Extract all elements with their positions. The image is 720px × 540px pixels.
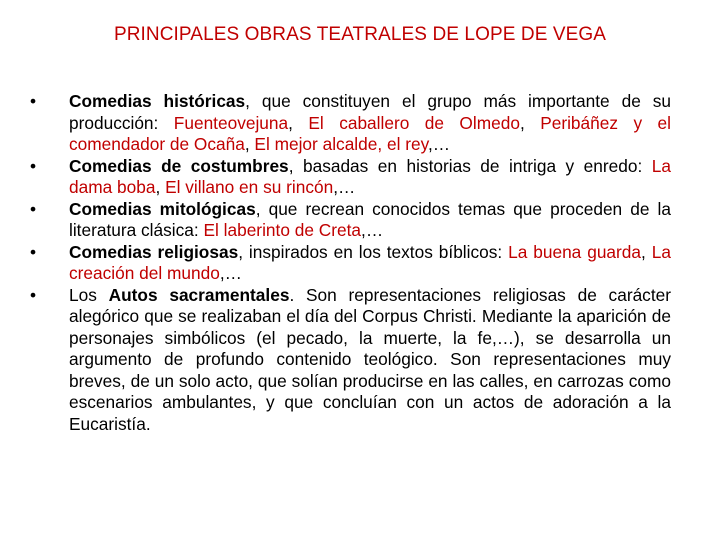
genre-term: Comedias mitológicas — [69, 198, 256, 219]
bullet-icon: • — [30, 198, 37, 219]
work-title: El caballero de Olmedo — [308, 112, 520, 133]
bullet-icon: • — [30, 155, 37, 176]
genre-term: Comedias históricas — [69, 91, 246, 111]
ellipsis: ,… — [427, 134, 451, 154]
ellipsis: ,… — [361, 220, 384, 240]
work-title: La buena guarda — [508, 241, 642, 262]
genre-list — [30, 91, 671, 435]
work-title: Fuenteovejuna — [173, 112, 289, 133]
slide-title: PRINCIPALES OBRAS TEATRALES DE LOPE DE VEGA — [113, 24, 607, 45]
work-title: El villano en su rincón — [165, 177, 334, 197]
genre-description: . Son representaciones religiosas de carácter alegórico que se realizaban el día del Corpus Christi. Mediante la aparición de personajes simbólicos (el pecado, la muerte, la fe,…), se desarrolla un argumento de profundo contenido teológico. Son representaciones muy breves, de un solo acto, que solían producirse en las calles, en carrozas como escenarios ambulantes, y que concluían con un actos de adoración a la Eucaristía. — [69, 284, 671, 434]
genre-description: , que constituyen el grupo más importante de su producción: — [69, 91, 671, 133]
separator: , — [519, 112, 541, 133]
list-item-costumbres — [30, 156, 671, 199]
work-title: La creación del mundo — [69, 241, 671, 283]
genre-term: Comedias de costumbres — [69, 155, 289, 176]
bullet-icon: • — [30, 241, 37, 262]
separator: , — [155, 177, 166, 197]
separator: , — [244, 134, 255, 154]
bullet-icon: • — [30, 284, 37, 305]
list-item-religiosas — [30, 242, 671, 285]
genre-term: Autos sacramentales — [108, 284, 290, 305]
ellipsis: ,… — [333, 177, 356, 197]
work-title: El mejor alcalde, el rey — [254, 134, 428, 154]
list-item-mitologicas — [30, 199, 671, 242]
list-item-historicas — [30, 91, 671, 156]
list-item-autos-sacramentales — [30, 285, 671, 436]
work-title: La dama boba — [69, 155, 671, 197]
genre-description: , inspirados en los textos bíblicos: — [238, 241, 509, 262]
separator: , — [288, 112, 309, 133]
bullet-icon: • — [30, 91, 37, 111]
work-title: Peribáñez y el comendador de Ocaña — [69, 112, 671, 154]
lead-text: Los — [69, 284, 109, 305]
genre-description: , basadas en historias de intriga y enredo: — [288, 155, 652, 176]
ellipsis: ,… — [219, 263, 242, 283]
separator: , — [641, 241, 652, 262]
genre-term: Comedias religiosas — [69, 241, 239, 262]
genre-description: , que recrean conocidos temas que proceden de la literatura clásica: — [69, 198, 671, 240]
work-title: El laberinto de Creta — [203, 220, 362, 240]
